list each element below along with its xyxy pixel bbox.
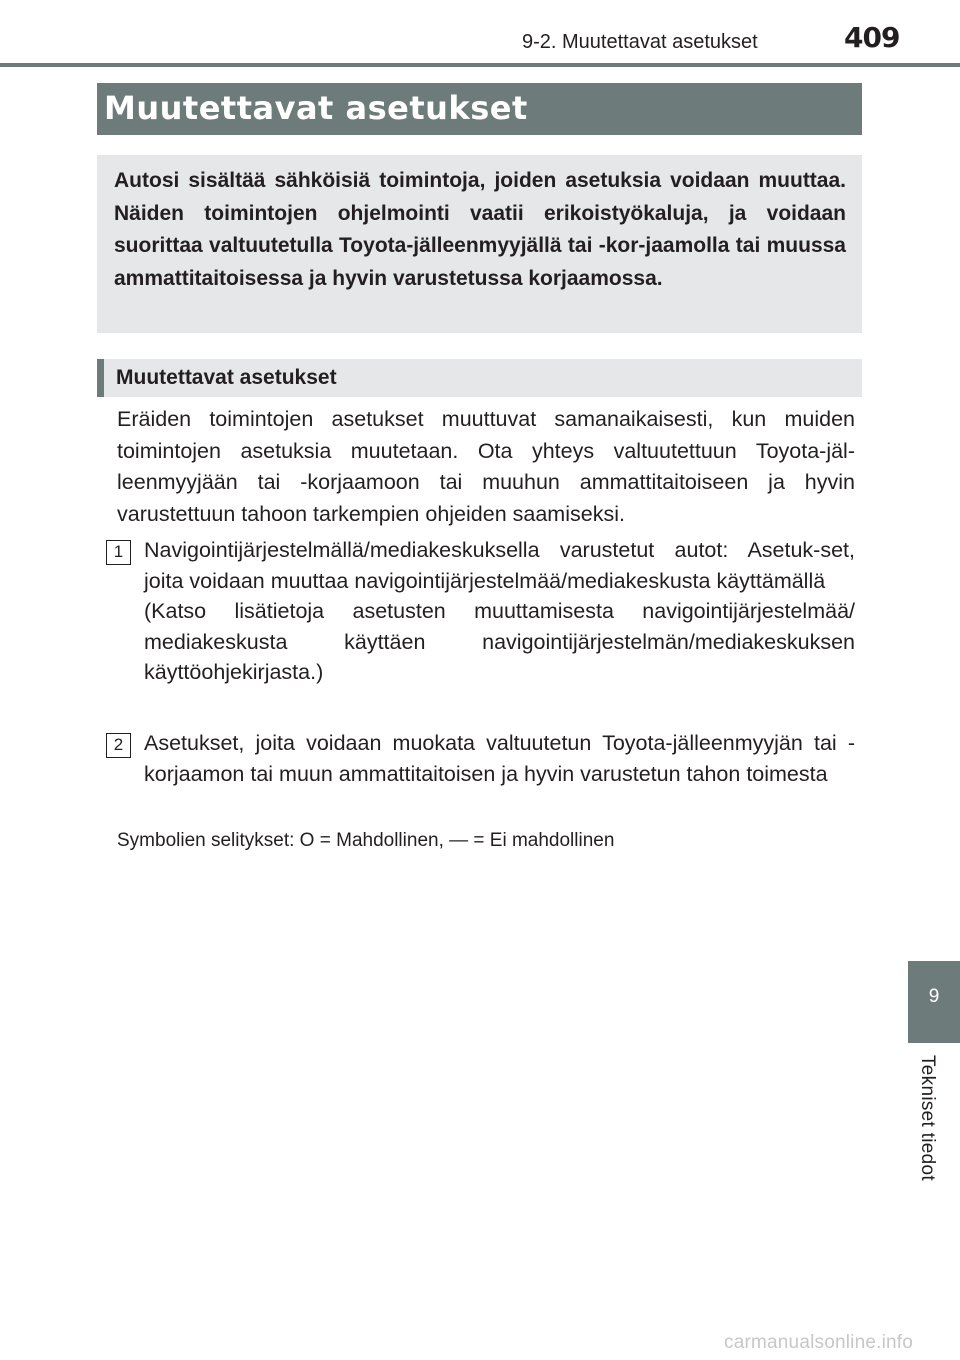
chapter-tab: 9 — [908, 961, 960, 1043]
intro-text: Autosi sisältää sähköisiä toimintoja, joiden asetuksia voidaan muuttaa. Näiden toimintojen ohjelmointi vaatii erikoistyökaluja, ja voidaan suorittaa valtuutetulla Toyota-jälleenmyyjällä tai -kor-jaamolla tai muussa ammattitaitoisessa ja hyvin varustetussa korjaamossa. — [114, 169, 846, 290]
list-item — [106, 535, 855, 688]
intro-box — [97, 155, 862, 333]
number-1-icon: 1 — [106, 540, 131, 565]
number-2-icon: 2 — [106, 733, 131, 758]
section-paragraph: Eräiden toimintojen asetukset muuttuvat samanaikaisesti, kun muiden toimintojen asetuksia muutetaan. Ota yhteys valtuutettuun Toyota-jäl-leenmyyjään tai -korjaamoon tai muuhun ammattitaitoiseen ja hyvin varustettuun tahoon tarkempien ohjeiden saamiseksi. — [117, 407, 855, 526]
list-item-text: Navigointijärjestelmällä/mediakeskuksella varustetut autot: Asetuk-set, joita voidaan muuttaa navigointijärjestelmää/mediakeskusta käyttämällä — [144, 538, 855, 593]
header-rule — [0, 63, 960, 67]
section-heading-bar — [97, 359, 862, 397]
list-item-text: Asetukset, joita voidaan muokata valtuutetun Toyota-jälleenmyyjän tai -korjaamon tai muun ammattitaitoisen ja hyvin varustetun tahon toimesta — [144, 731, 855, 786]
list-item — [106, 728, 855, 789]
page-title: Muutettavat asetukset — [104, 89, 528, 127]
list-item-note: (Katso lisätietoja asetusten muuttamisesta navigointijärjestelmää/ mediakeskusta käyttäen navigointijärjestelmän/mediakeskuksen käyttöohjekirjasta.) — [144, 599, 855, 684]
header-section-title: 9-2. Muutettavat asetukset — [522, 31, 758, 53]
section-heading: Muutettavat asetukset — [116, 366, 337, 389]
title-bar — [97, 83, 862, 135]
page-number: 409 — [844, 21, 900, 54]
chapter-label: Tekniset tiedot — [917, 1055, 938, 1181]
watermark: carmanualsonline.info — [724, 1332, 914, 1353]
symbols-note: Symbolien selitykset: O = Mahdollinen, — = Ei mahdollinen — [117, 830, 615, 851]
